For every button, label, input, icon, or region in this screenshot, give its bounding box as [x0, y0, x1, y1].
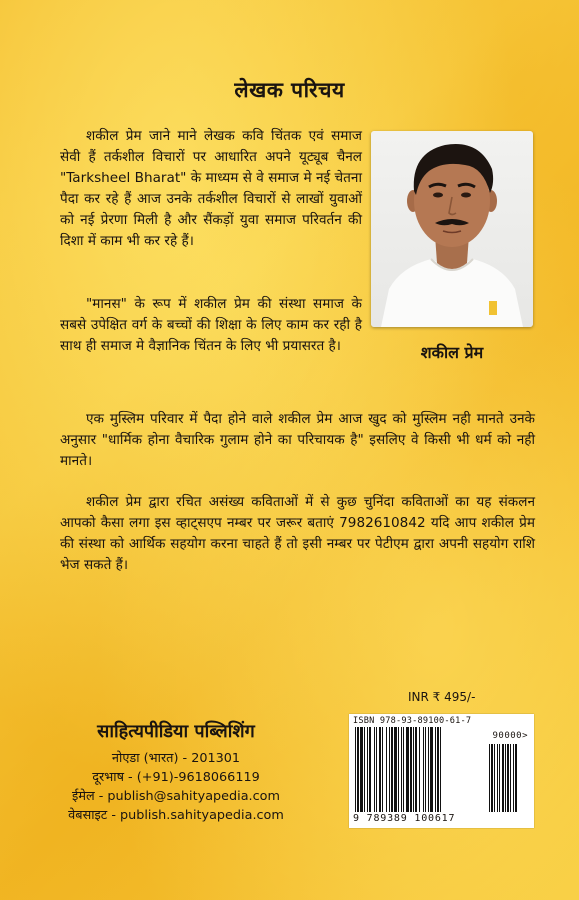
page-title: लेखक परिचय [234, 78, 345, 102]
bio-paragraph-3: एक मुस्लिम परिवार में पैदा होने वाले शकील प्रेम आज खुद को मुस्लिम नही मानते उनके अनुसार "धार्मिक होना वैचारिक गुलाम होने का परिचायक है" इसलिए वे किसी भी धर्म को नही मानते। [60, 411, 535, 469]
ean-digits: 9 789389 100617 [353, 813, 456, 824]
isbn-barcode [349, 714, 534, 828]
barcode-addon: 90000> [492, 731, 528, 741]
isbn-number: ISBN 978-93-89100-61-7 [353, 716, 472, 726]
price-label: INR ₹ 495/- [408, 690, 476, 704]
publisher-phone: दूरभाष - (+91)-9618066119 [92, 770, 260, 785]
author-name: शकील प्रेम [420, 343, 484, 362]
bio-paragraph-4: शकील प्रेम द्वारा रचित असंख्य कविताओं में से कुछ चुनिंदा कविताओं का यह संकलन आपको कैसा लगा इस व्हाट्सएप नम्बर पर जरूर बताएं 7982610842 यदि आप शकील प्रेम की संस्था को आर्थिक सहयोग करना चाहते हैं तो इसी नम्बर पर पेटीएम द्वारा अपनी सहयोग राशि भेज सकते हैं। [60, 494, 535, 573]
bio-paragraph-1: शकील प्रेम जाने माने लेखक कवि चिंतक एवं समाज सेवी हैं तर्कशील विचारों पर आधारित अपने यूट्यूब चैनल "Tarksheel Bharat" के माध्यम से वे समाज मे नई चेतना पैदा कर रहे हैं आज उनके तर्कशील विचारों से लाखों युवाओं को नई प्रेरणा मिली है और सैंकड़ों युवा समाज परिवर्तन की दिशा में काम भी कर रहे हैं। [60, 128, 362, 249]
publisher-email: ईमेल - publish@sahityapedia.com [72, 789, 280, 804]
publisher-block [60, 717, 292, 825]
author-photo [371, 131, 533, 327]
publisher-website: वेबसाइट - publish.sahityapedia.com [68, 808, 284, 823]
bio-paragraph-2: "मानस" के रूप में शकील प्रेम की संस्था समाज के सबसे उपेक्षित वर्ग के बच्चों की शिक्षा के लिए काम कर रही है साथ ही समाज मे वैज्ञानिक चिंतन के लिए भी प्रयासरत है। [60, 296, 362, 354]
publisher-address: नोएडा (भारत) - 201301 [111, 751, 241, 766]
publisher-name: साहित्यपीडिया पब्लिशिंग [97, 721, 255, 742]
